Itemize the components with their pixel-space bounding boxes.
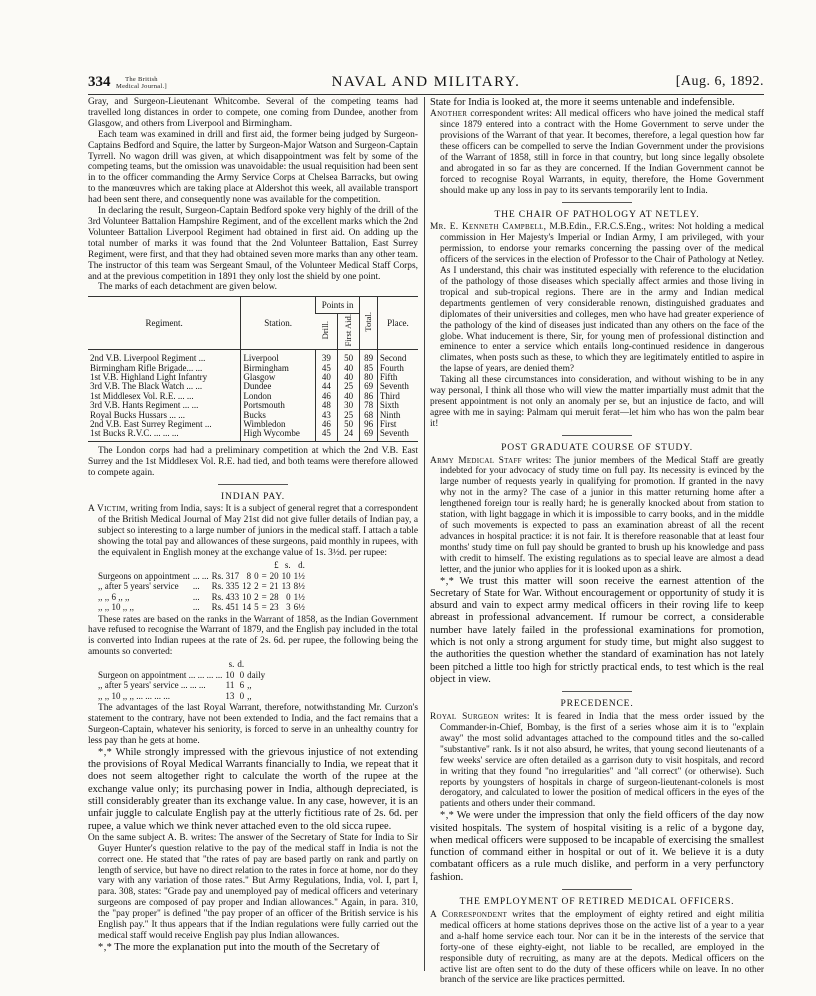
table-cell: 68 bbox=[360, 411, 377, 420]
table-cell: 40 bbox=[315, 373, 337, 382]
editorial-note: *‚* While strongly impressed with the grievous injustice of not extending the provisions of Royal Medical Warrants financially to India, we repeat that it does not seem altogether right to calculate the worth of the rupee at the exchange value only; its purchasing power in India, although depreciated, is still considerably greater than its exchange value. In any case, however, it is an unfair juggle to calculate English pay at the utterly fictitious rate of 2s. 6d. per rupee, a value which we think never attached even to the old sicca rupee. bbox=[88, 746, 418, 832]
section-heading: INDIAN PAY. bbox=[221, 490, 285, 502]
column-divider bbox=[424, 97, 425, 971]
table-cell: First bbox=[377, 420, 418, 429]
table-cell: Seventh bbox=[377, 429, 418, 441]
section-title: NAVAL AND MILITARY. bbox=[331, 74, 521, 90]
table-cell: 43 bbox=[315, 411, 337, 420]
table-cell: 89 bbox=[360, 350, 377, 364]
table-cell: 46 bbox=[315, 392, 337, 401]
table-cell: 10 bbox=[281, 570, 291, 581]
col-header-total: Total. bbox=[360, 297, 377, 350]
paragraph: writes: It is feared in India that the mess order issued by the Commander-in-Chief, Bombay, is the first of a series whose aim it is to "explain away" the most solid advantages attached to the compound titles and the so-called "substantive" rank. Is it not also absurd, he writes, that young second lieutenants of a few weeks' service are often detailed as a garrison duty to visit hospitals, and record in writing that they found "no irregularities" and "all correct" (or otherwise). Such reports by youngsters of hospitals in charge of surgeon-lieutenant-colonels is most derogatory, and calculated to lower the position of medical officers in the eyes of the patients and others under their command. bbox=[440, 712, 764, 810]
table-cell: Sixth bbox=[377, 401, 418, 410]
table-cell: Second bbox=[377, 350, 418, 364]
table-cell: 23 bbox=[269, 602, 279, 613]
table-cell: Surgeons on appointment bbox=[98, 570, 190, 581]
table-cell: 1½ bbox=[293, 591, 305, 602]
paragraph: writes that the employment of eighty retired and eight militia medical officers at home stations deprives those on the active list of a year to a year and a-half home service each tour. Nor can it be in the interests of the service that forty-one of these eighty-eight, not liable to be recalled, are employed in the responsible duty of recruiting, as many are at the depots. Medical officers on the active list are often sent to do the duty of these officers while on leave. In no other branch of the service are like practices permitted. bbox=[440, 909, 764, 986]
table-cell: £ bbox=[274, 560, 279, 571]
table-cell: 1st Middlesex Vol. R.E. ... ... bbox=[90, 390, 194, 401]
table-cell bbox=[98, 659, 225, 670]
correspondent-name: Mr. E. Kenneth Campbell, bbox=[430, 222, 547, 233]
table-cell: London bbox=[241, 392, 316, 401]
table-cell: ... bbox=[192, 581, 200, 592]
table-cell: 0 bbox=[286, 591, 291, 602]
table-cell: 8½ bbox=[293, 581, 305, 592]
table-cell: 45 bbox=[315, 364, 337, 373]
correspondent-name: Army Medical Staff bbox=[430, 455, 522, 466]
table-cell: Glasgow bbox=[241, 373, 316, 382]
table-cell: 39 bbox=[315, 350, 337, 364]
table-row bbox=[98, 592, 308, 603]
table-cell: 13 bbox=[225, 690, 235, 701]
table-cell: ,, bbox=[247, 680, 252, 691]
paragraph: In declaring the result, Surgeon-Captain Bedford spoke very highly of the drill of the 3rd Volunteer Battalion Hampshire Regiment, and of the excellent marks which the 2nd Volunteer Battalion Liverpool Regiment had obtained in first aid. On adding up the total number of marks it was found that the 2nd Volunteer Battalion, East Surrey Regiment, were first, and that they had obtained seven more marks than any other team. The instructor of this team was Sergeant Smaul, of the Volunteer Medical Staff Corps, and at the previous competition in 1891 they only lost the shield by one point. bbox=[88, 206, 418, 282]
table-cell: 86 bbox=[360, 392, 377, 401]
table-cell: 13 bbox=[281, 581, 291, 592]
conversion-table bbox=[98, 659, 268, 701]
table-row bbox=[98, 602, 308, 613]
section-rule bbox=[562, 691, 632, 692]
paragraph: The advantages of the last Royal Warrant, therefore, notwithstanding Mr. Curzon's statement to the contrary, have not been extended to India, and the fact remains that a Surgeon-Captain, whatever his seniority, is forced to serve in an unhealthy country for less pay than he gets at home. bbox=[88, 703, 418, 746]
table-cell: 3rd V.B. Hants Regiment ... ... bbox=[90, 400, 199, 411]
table-cell bbox=[98, 560, 193, 571]
col-header-first-aid: First Aid. bbox=[337, 314, 360, 350]
table-row bbox=[88, 429, 418, 441]
table-row bbox=[88, 350, 418, 364]
table-cell: s. bbox=[284, 560, 291, 571]
table-cell: ... bbox=[192, 602, 200, 613]
table-cell: daily bbox=[247, 669, 266, 680]
table-row bbox=[98, 670, 268, 681]
table-cell: 2nd V.B. East Surrey Regiment ... bbox=[90, 419, 212, 430]
table-cell: 30 bbox=[337, 401, 360, 410]
col-header-place: Place. bbox=[377, 297, 418, 350]
paragraph: These rates are based on the ranks in the Warrant of 1858, as the Indian Government have refused to recognise the Warrant of 1879, and the English pay included in the total is converted into Indian rupees at the rate of 2s. 6d. per rupee, the following being the amounts so converted: bbox=[88, 614, 418, 658]
section-heading: THE EMPLOYMENT OF RETIRED MEDICAL OFFICERS. bbox=[459, 896, 735, 908]
journal-name-line1: The British bbox=[125, 76, 158, 83]
table-cell: High Wycombe bbox=[241, 429, 316, 441]
table-cell bbox=[212, 560, 243, 571]
table-cell: 12 bbox=[242, 581, 252, 592]
table-cell: Portsmouth bbox=[241, 401, 316, 410]
correspondent-name: A Victim, bbox=[88, 504, 129, 515]
table-cell: 1st V.B. Highland Light Infantry bbox=[90, 372, 208, 383]
table-cell: Ninth bbox=[377, 411, 418, 420]
editorial-note: *‚* We were under the impression that only the field officers of the day now visited hospitals. The system of hospital visiting is a relic of a bygone day, when medical officers were supposed to be incapable of exercising the smallest function of command either in hospital or out of it. We believe it is a duty combatant officers as a rule much dislike, and perform in a very perfunctory fashion. bbox=[430, 810, 764, 883]
table-cell: Birmingham bbox=[241, 364, 316, 373]
section-heading: POST GRADUATE COURSE OF STUDY. bbox=[501, 441, 693, 453]
table-cell: ... bbox=[192, 591, 200, 602]
table-cell: Surgeon on appointment ... ... ... ... bbox=[98, 669, 223, 680]
table-cell: = bbox=[261, 570, 267, 581]
paragraph: correspondent writes: All medical officers who have joined the medical staff since 1879 entered into a contract with the Home Government to serve under the provisions of the Warrant of that year. It becomes, therefore, a legal question how far these officers can be compelled to serve the Indian Government under the provisions of the Warrant of 1858, still in force in that country, but long since legally obsolete and abrogated in so far as they are concerned. If the Indian Government cannot be forced to recognise Royal Warrants, in equity, therefore, the Home Government should make up any loss in pay to its servants temporarily lent to India. bbox=[440, 109, 764, 196]
table-cell: 10 bbox=[242, 591, 252, 602]
table-cell: d. bbox=[237, 659, 245, 670]
table-cell: 2 bbox=[254, 581, 259, 592]
table-cell: 85 bbox=[360, 364, 377, 373]
table-cell: = bbox=[261, 602, 267, 613]
table-cell: = bbox=[261, 591, 267, 602]
table-cell: d. bbox=[298, 560, 305, 571]
table-cell: 69 bbox=[360, 429, 377, 441]
marks-table bbox=[88, 296, 418, 442]
paragraph: Gray, and Surgeon-Lieutenant Whitcombe. Several of the competing teams had travelled long distances in order to compete, one coming from Dundee, another from Glasgow, and others from Liverpool and Birmingham. bbox=[88, 97, 418, 129]
table-row bbox=[98, 571, 308, 582]
table-cell: 40 bbox=[337, 392, 360, 401]
paragraph: Taking all these circumstances into consideration, and without wishing to be in any way personal, I think all those who will view the matter impartially must admit that the present appointment is not only an anomaly per se, but an injustice de facto, and will agree with me in saying: Palmam qui meruit ferat—let him who has won the palm bear it! bbox=[430, 375, 764, 429]
table-cell: Wimbledon bbox=[241, 420, 316, 429]
correspondent-name: A Correspondent bbox=[430, 909, 508, 920]
table-cell: 14 bbox=[242, 602, 252, 613]
table-cell bbox=[242, 560, 254, 571]
col-header-points: Points in bbox=[315, 297, 360, 314]
table-cell bbox=[247, 659, 268, 670]
section-rule bbox=[562, 202, 632, 203]
table-row bbox=[98, 560, 308, 571]
table-cell: ... ... bbox=[192, 570, 209, 581]
table-cell: ,, bbox=[247, 690, 252, 701]
table-cell: 3 bbox=[286, 602, 291, 613]
section-heading: THE CHAIR OF PATHOLOGY AT NETLEY. bbox=[494, 208, 700, 220]
paragraph: On the same subject A. B. writes: The answer of the Secretary of State for India to Sir Guyer Hunter's question relative to the pay of the medical staff in India is not the correct one. He stated that "the rates of pay are based partly on rank and partly on length of service, but have no direct relation to the rates in force at home, nor do they vary with any variation of those rates." But Army Regulations, India, vol. I, part I, para. 308, states: "Grade pay and unemployed pay of medical officers and veterinary surgeons are composed of pay proper and Indian allowances." Again, in para. 310, the "pay proper" is defined "the pay proper of an officer of the British service is his English pay." It thus appears that if the Indian regulations were fully carried out the medical staff would receive English pay plus Indian allowances. bbox=[88, 832, 418, 941]
table-cell: Fourth bbox=[377, 364, 418, 373]
section-heading: PRECEDENCE. bbox=[560, 698, 634, 710]
col-header-drill: Drill. bbox=[315, 314, 337, 350]
editorial-note: *‚* We trust this matter will soon receive the earnest attention of the Secretary of State for War. Without encouragement or opportunity of study it is absurd and vain to expect army medical officers in their roving life to keep abreast in professional advancement. If rumour be correct, a considerable number have lately failed in the professional examinations for promotion, which is not only a strong argument for study time, but might also suggest to the authorities the question whether the standard of examination has not lately been pitched a little too high for strictly practical ends, to test which is the real object in view. bbox=[430, 575, 764, 685]
section-rule bbox=[562, 435, 632, 436]
table-cell: 96 bbox=[360, 420, 377, 429]
table-cell: 25 bbox=[337, 382, 360, 391]
table-cell: 50 bbox=[337, 350, 360, 364]
table-cell: 2 bbox=[254, 591, 259, 602]
paragraph: writing from India, says: It is a subject of general regret that a correspondent of the British Medical Journal of May 21st did not give fuller details of Indian pay, a subject so interesting to a large number of juniors in the medical staff. I attach a table showing the total pay and allowances of these surgeons, paid monthly in rupees, with the equivalent in English money at the exchange value of 1s. 3½d. per rupee: bbox=[98, 504, 419, 559]
table-cell: Rs. 451 bbox=[211, 602, 240, 613]
page-number: 334 bbox=[88, 74, 111, 90]
table-cell: 6½ bbox=[293, 602, 305, 613]
col-header-regiment: Regiment. bbox=[88, 297, 241, 350]
table-cell: 25 bbox=[337, 411, 360, 420]
table-cell: 0 bbox=[254, 570, 259, 581]
table-row bbox=[98, 659, 268, 670]
pay-table bbox=[98, 560, 308, 613]
table-cell: 46 bbox=[315, 420, 337, 429]
section-rule bbox=[218, 484, 288, 485]
table-cell: 40 bbox=[337, 364, 360, 373]
table-row bbox=[98, 680, 268, 691]
table-row bbox=[98, 691, 268, 702]
table-cell: Rs. 335 bbox=[211, 581, 240, 592]
journal-name-line2: Medical Journal.] bbox=[116, 83, 167, 90]
table-cell: Liverpool bbox=[241, 350, 316, 364]
table-cell: 21 bbox=[269, 581, 279, 592]
section-rule bbox=[562, 889, 632, 890]
table-cell: Rs. 433 bbox=[211, 591, 240, 602]
table-cell: 11 bbox=[225, 680, 235, 691]
table-cell: Birmingham Rifle Brigade... ... bbox=[90, 362, 203, 373]
table-cell: ,, ,, 6 ,, ,, bbox=[98, 591, 130, 602]
table-cell: 8 bbox=[246, 570, 252, 581]
table-cell: ,, ,, 10 ,, ,, ... ... ... ... bbox=[98, 690, 170, 701]
table-cell: 40 bbox=[337, 373, 360, 382]
editorial-note: *‚* The more the explanation put into the mouth of the Secretary of bbox=[98, 941, 380, 953]
table-cell: Dundee bbox=[241, 382, 316, 391]
correspondent-name: Another bbox=[430, 109, 468, 120]
table-cell: 78 bbox=[360, 401, 377, 410]
table-cell: Seventh bbox=[377, 382, 418, 391]
table-cell: 1st Bucks R.V.C. ... ... ... bbox=[88, 429, 241, 441]
table-cell: 69 bbox=[360, 382, 377, 391]
col-header-station: Station. bbox=[241, 297, 316, 350]
left-column bbox=[88, 97, 418, 975]
table-cell: 0 bbox=[239, 669, 245, 680]
table-cell: Third bbox=[377, 392, 418, 401]
table-cell: Royal Bucks Hussars ... ... bbox=[90, 409, 185, 420]
table-cell: s. bbox=[228, 659, 235, 670]
table-cell: 2nd V.B. Liverpool Regiment ... bbox=[90, 353, 206, 364]
table-cell: 48 bbox=[315, 401, 337, 410]
table-cell bbox=[262, 560, 270, 571]
paragraph: Each team was examined in drill and first aid, the former being judged by Surgeon-Captains Bedford and Squire, the latter by Surgeon-Major Watson and Surgeon-Captain Tyrrell. No wagon drill was given, at which disappointment was felt by some of the competing teams, but the omission was unavoidable: the usual requisition had been sent in to the officer commanding the Army Service Corps at Chelsea Barracks, but owing to the manœuvres which are taking place at Aldershot this week, all available transport had been sent there, and consequently none was available for the competition. bbox=[88, 129, 418, 206]
paragraph: M.B.Edin., F.R.C.S.Eng., writes: Not holding a medical commission in Her Majesty's Imperial or Indian Army, I am privileged, with your permission, to endorse your remarks concerning the passing over of the medical officers of the services in the election of Professor to the Chair of Pathology at Netley. As I understand, this chair was instituted especially with reference to the elucidation of the pathology of those diseases which specially affect armies and those living in tropical and sub-tropical regions. There are in the army and Indian medical departments gentlemen of very considerable renown, distinguished graduates and diplomates of their universities and colleges, men who have had greater experience of the pathology of the kind of diseases just indicated than any others on the face of the globe. What inducement is there, Sir, for young men of professional distinction and eminence to enter a service which entails long-continued residence in dangerous climates, when posts such as these, to which they are legitimately entitled to aspire in the lapse of years, are denied them? bbox=[440, 222, 764, 375]
table-cell: 10 bbox=[225, 669, 235, 680]
paragraph: The marks of each detachment are given below. bbox=[98, 282, 277, 293]
table-cell: ,, after 5 years' service ... ... ... bbox=[98, 680, 206, 691]
table-cell: 44 bbox=[315, 382, 337, 391]
table-cell: 28 bbox=[269, 591, 279, 602]
table-cell: ,, after 5 years' service bbox=[98, 581, 179, 592]
table-cell bbox=[193, 560, 212, 571]
table-cell: 3rd V.B. The Black Watch ... ... bbox=[90, 381, 203, 392]
issue-date: [Aug. 6, 1892. bbox=[675, 74, 764, 89]
table-cell: 45 bbox=[315, 429, 337, 441]
table-cell: 20 bbox=[269, 570, 279, 581]
table-cell: 50 bbox=[337, 420, 360, 429]
table-cell bbox=[254, 560, 262, 571]
table-row bbox=[98, 581, 308, 592]
table-cell: = bbox=[261, 581, 267, 592]
table-cell: 6 bbox=[239, 680, 245, 691]
correspondent-name: Royal Surgeon bbox=[430, 712, 499, 723]
table-cell: 1½ bbox=[293, 570, 305, 581]
table-cell: 0 bbox=[239, 690, 245, 701]
table-cell: 24 bbox=[337, 429, 360, 441]
right-column bbox=[430, 97, 764, 986]
table-cell: 5 bbox=[254, 602, 259, 613]
paragraph: writes: The junior members of the Medical Staff are greatly indebted for your advocacy of study time on full pay. Its necessity is evinced by the large number of requests yearly in qualifying for promotion. If granted in the navy why not in the army? The case of a junior in this matter returning home after a lengthened foreign tour is really hard; he is generally knocked about from station to station, with light baggage in which it is impossible to carry books, and in the middle of such movements is expected to pass an examination abreast of all the recent advances in hospital practice: it is not fair. It is therefore reasonable that at least four months' study time on full pay should be granted to brush up his knowledge and pass with credit to himself. The existing regulations as to special leave are almost a dead letter, and the junior who applies for it is looked upon as a shirk. bbox=[440, 455, 764, 575]
paragraph: The London corps had had a preliminary competition at which the 2nd V.B. East Surrey and the 1st Middlesex Vol. R.E. had tied, and both teams were therefore allowed to compete again. bbox=[88, 445, 418, 478]
table-cell: ,, ,, 10 ,, ,, bbox=[98, 602, 134, 613]
table-cell: Fifth bbox=[377, 373, 418, 382]
table-cell: Rs. 317 bbox=[211, 570, 240, 581]
table-cell: 80 bbox=[360, 373, 377, 382]
table-cell: Bucks bbox=[241, 411, 316, 420]
paragraph: State for India is looked at, the more it seems untenable and indefensible. bbox=[430, 97, 735, 108]
running-header bbox=[88, 74, 764, 95]
